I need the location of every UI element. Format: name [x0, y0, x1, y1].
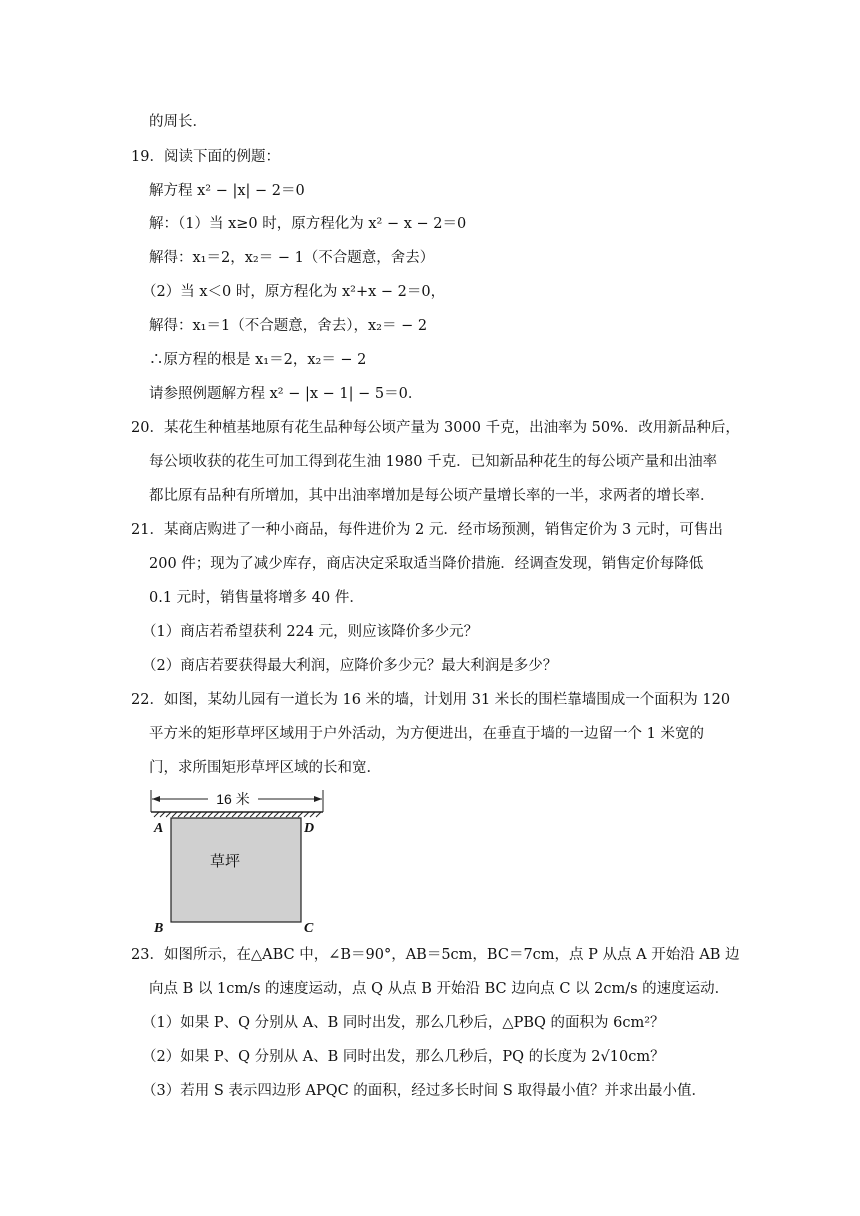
- vertex-d-label: D: [304, 821, 315, 836]
- q23-part-2: （2）如果 P、Q 分别从 A、B 同时出发，那么几秒后，PQ 的长度为 2√10cm？: [142, 1049, 665, 1065]
- q19-solution-2: 解得：x₁＝2，x₂＝ − 1（不合题意，舍去）: [149, 250, 435, 266]
- q23-line-2: 向点 B 以 1cm/s 的速度运动，点 Q 从点 B 开始沿 BC 边向点 C 以 2cm/s 的速度运动．: [149, 981, 730, 997]
- q23-part-3: （3）若用 S 表示四边形 APQC 的面积，经过多长时间 S 取得最小值？并求出最小值．: [142, 1083, 706, 1099]
- wall-length-label: 16 米: [216, 791, 250, 807]
- arrow-right-icon: [314, 796, 322, 802]
- q22-line-1: 22．如图，某幼儿园有一道长为 16 米的墙，计划用 31 米长的围栏靠墙围成一个面积为 120: [131, 692, 731, 708]
- q23-line-1: 23．如图所示，在△ABC 中，∠B＝90°，AB＝5cm，BC＝7cm，点 P 从点 A 开始沿 AB 边: [131, 947, 740, 963]
- text-line-prev: 的周长．: [149, 114, 207, 130]
- q21-part-2: （2）商店若要获得最大利润，应降价多少元？最大利润是多少？: [142, 658, 558, 674]
- q23-part-1: （1）如果 P、Q 分别从 A、B 同时出发，那么几秒后，△PBQ 的面积为 6cm²？: [142, 1015, 665, 1031]
- q20-line-1: 20．某花生种植基地原有花生品种每公顷产量为 3000 千克，出油率为 50%．改用新品种后，: [131, 420, 740, 436]
- q21-part-1: （1）商店若希望获利 224 元，则应该降价多少元？: [142, 624, 479, 640]
- q20-line-2: 每公顷收获的花生可加工得到花生油 1980 千克．已知新品种花生的每公顷产量和出油率: [149, 454, 718, 470]
- q21-line-3: 0.1 元时，销售量将增多 40 件．: [149, 590, 364, 606]
- q19-solution-3: （2）当 x＜0 时，原方程化为 x²+x − 2＝0，: [142, 284, 446, 300]
- q22-line-2: 平方米的矩形草坪区域用于户外活动，为方便进出，在垂直于墙的一边留一个 1 米宽的: [149, 726, 704, 742]
- vertex-b-label: B: [154, 921, 164, 934]
- vertex-c-label: C: [304, 921, 314, 934]
- lawn-diagram: [140, 786, 340, 934]
- q19-heading: 19．阅读下面的例题：: [131, 149, 280, 165]
- q21-line-1: 21．某商店购进了一种小商品，每件进价为 2 元．经市场预测，销售定价为 3 元时，可售出: [131, 522, 723, 538]
- arrow-left-icon: [152, 796, 160, 802]
- q22-line-3: 门，求所围矩形草坪区域的长和宽．: [149, 760, 381, 776]
- q20-line-3: 都比原有品种有所增加，其中出油率增加是每公顷产量增长率的一半，求两者的增长率．: [149, 488, 715, 504]
- vertex-a-label: A: [154, 821, 164, 836]
- lawn-label: 草坪: [210, 852, 241, 870]
- q19-roots: ∴原方程的根是 x₁＝2，x₂＝ − 2: [149, 352, 367, 368]
- lawn-rectangle: [171, 818, 301, 922]
- q19-equation: 解方程 x² − |x| − 2＝0: [149, 183, 305, 199]
- q19-solution-4: 解得：x₁＝1（不合题意，舍去），x₂＝ − 2: [149, 318, 428, 334]
- q21-line-2: 200 件；现为了减少库存，商店决定采取适当降价措施．经调查发现，销售定价每降低: [149, 556, 704, 572]
- q19-task: 请参照例题解方程 x² − |x − 1| − 5＝0．: [149, 386, 423, 402]
- q19-solution-1: 解：（1）当 x≥0 时，原方程化为 x² − x − 2＝0: [149, 216, 467, 232]
